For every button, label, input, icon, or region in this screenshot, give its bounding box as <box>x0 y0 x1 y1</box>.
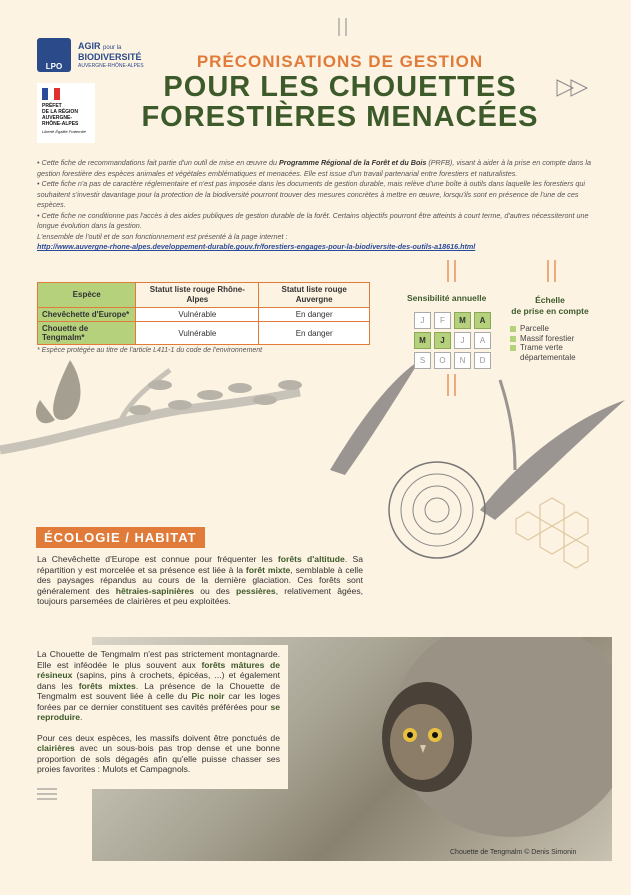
month-grid <box>414 312 491 369</box>
scale-item: Massif forestier <box>510 334 595 344</box>
scale-item: Trame verte départementale <box>510 343 595 362</box>
month-cell: A <box>474 312 491 329</box>
month-cell: D <box>474 352 491 369</box>
month-cell: A <box>474 332 491 349</box>
lpo-logo-text: LPO <box>45 62 63 71</box>
decorative-ticks-mid <box>545 260 559 282</box>
table-row: Chevêchette d'Europe* Vulnérable En danger <box>38 308 370 322</box>
prefet-logo: PRÉFET DE LA RÉGION AUVERGNE- RHÔNE-ALPES Liberté Égalité Fraternité <box>37 83 95 143</box>
table-header: Statut liste rouge Auvergne <box>259 283 370 308</box>
page-title: POUR LES CHOUETTES FORESTIÈRES MENACÉES <box>141 71 539 133</box>
month-cell: N <box>454 352 471 369</box>
month-cell: J <box>454 332 471 349</box>
photo-caption: Chouette de Tengmalm © Denis Simonin <box>450 849 577 856</box>
scale-list <box>510 324 595 362</box>
month-cell: M <box>414 332 431 349</box>
agir-biodiversite-logo: AGIR pour la BIODIVERSITÉ AUVERGNE-RHÔNE-ALPES <box>78 41 144 69</box>
month-cell: O <box>434 352 451 369</box>
page-subtitle: PRÉCONISATIONS DE GESTION <box>196 52 484 71</box>
status-table <box>37 282 370 345</box>
table-footnote: * Espèce protégée au titre de l'article L411-1 du code de l'environnement <box>37 347 263 354</box>
section-title: ÉCOLOGIE / HABITAT <box>36 527 205 548</box>
month-cell: S <box>414 352 431 369</box>
month-cell: J <box>434 332 451 349</box>
month-cell: J <box>414 312 431 329</box>
table-row: Chouette de Tengmalm* Vulnérable En danger <box>38 322 370 345</box>
arrow-deco-icon <box>555 78 593 98</box>
section-body-bottom: La Chouette de Tengmalm n'est pas strictement montagnarde. Elle est inféodée le plus souvent aux forêts mâtures de résineux (sapins, pins à crochets, épicéas, ...) et également dans les forêts mixtes. La présence de la Chouette de Tengmalm est souvent liée à celle du Pic noir car les loges forées par ce dernier constituent ses cavités préférées pour se reproduire. Pour ces deux espèces, les massifs doivent être ponctués de clairières avec un sous-bois pas trop dense et une bonne proportion de sols dégagés afin qu'elle puisse chasser ses proies favorites : Mulots et Campagnols. <box>37 645 288 789</box>
intro-text: • Cette fiche de recommandations fait partie d'un outil de mise en œuvre du Programme Régional de la Forêt et du Bois (PRFB), visant à aider à la prise en compte dans la gestion forestière des espèces animales et végétales emblématiques et menacées. Elle est issue d'un travail partenarial entre forestiers et naturalistes. • Cette fiche n'a pas de caractère réglementaire et n'est pas imposée dans les documents de gestion durable, mais relève d'une boîte à outils dans laquelle les forestiers qui souhaitent s'investir davantage pour la protection de la biodiversité pourront trouver des mesures concrètes à mettre en œuvre, lorsqu'ils sont en présence de l'une de ces espèces. • Cette fiche ne conditionne pas l'accès à des aides publiques de gestion durable de la forêt. Certains objectifs pourront être atteints à court terme, d'autres nécessiteront une longue évolution dans la gestion. L'ensemble de l'outil et de son fonctionnement est présenté à la page internet : http://www.auvergne-rhone-alpes.developpement-durable.gouv.fr/forestiers-engages-pour-la-biodiversite-des-outils-a18616.html <box>37 158 591 251</box>
month-cell: F <box>434 312 451 329</box>
french-flag-icon <box>42 88 60 100</box>
section-body-top: La Chevêchette d'Europe est connue pour fréquenter les forêts d'altitude. Sa répartition y est morcelée et sa présence est liée à la forêt mixte, semblable à celle des paysages répandus au cours de la dernière glaciation. Ces forêts sont généralement des hêtraies-sapinières ou des pessières, relativement âgées, toujours parsemées de clairières et peu exploitées. <box>37 554 364 606</box>
decorative-lines <box>37 787 57 801</box>
resource-link[interactable]: http://www.auvergne-rhone-alpes.developpement-durable.gouv.fr/forestiers-engages-pour-la-biodiversite-des-outils-a18616.html <box>37 242 476 251</box>
table-header: Statut liste rouge Rhône-Alpes <box>136 283 259 308</box>
table-header: Espèce <box>38 283 136 308</box>
scale-title: Échelle de prise en compte <box>511 295 589 316</box>
month-cell: M <box>454 312 471 329</box>
decorative-ticks-top <box>336 18 350 36</box>
sensitivity-title: Sensibilité annuelle <box>407 293 487 303</box>
scale-item: Parcelle <box>510 324 595 334</box>
decorative-ticks-mid2 <box>445 260 459 282</box>
